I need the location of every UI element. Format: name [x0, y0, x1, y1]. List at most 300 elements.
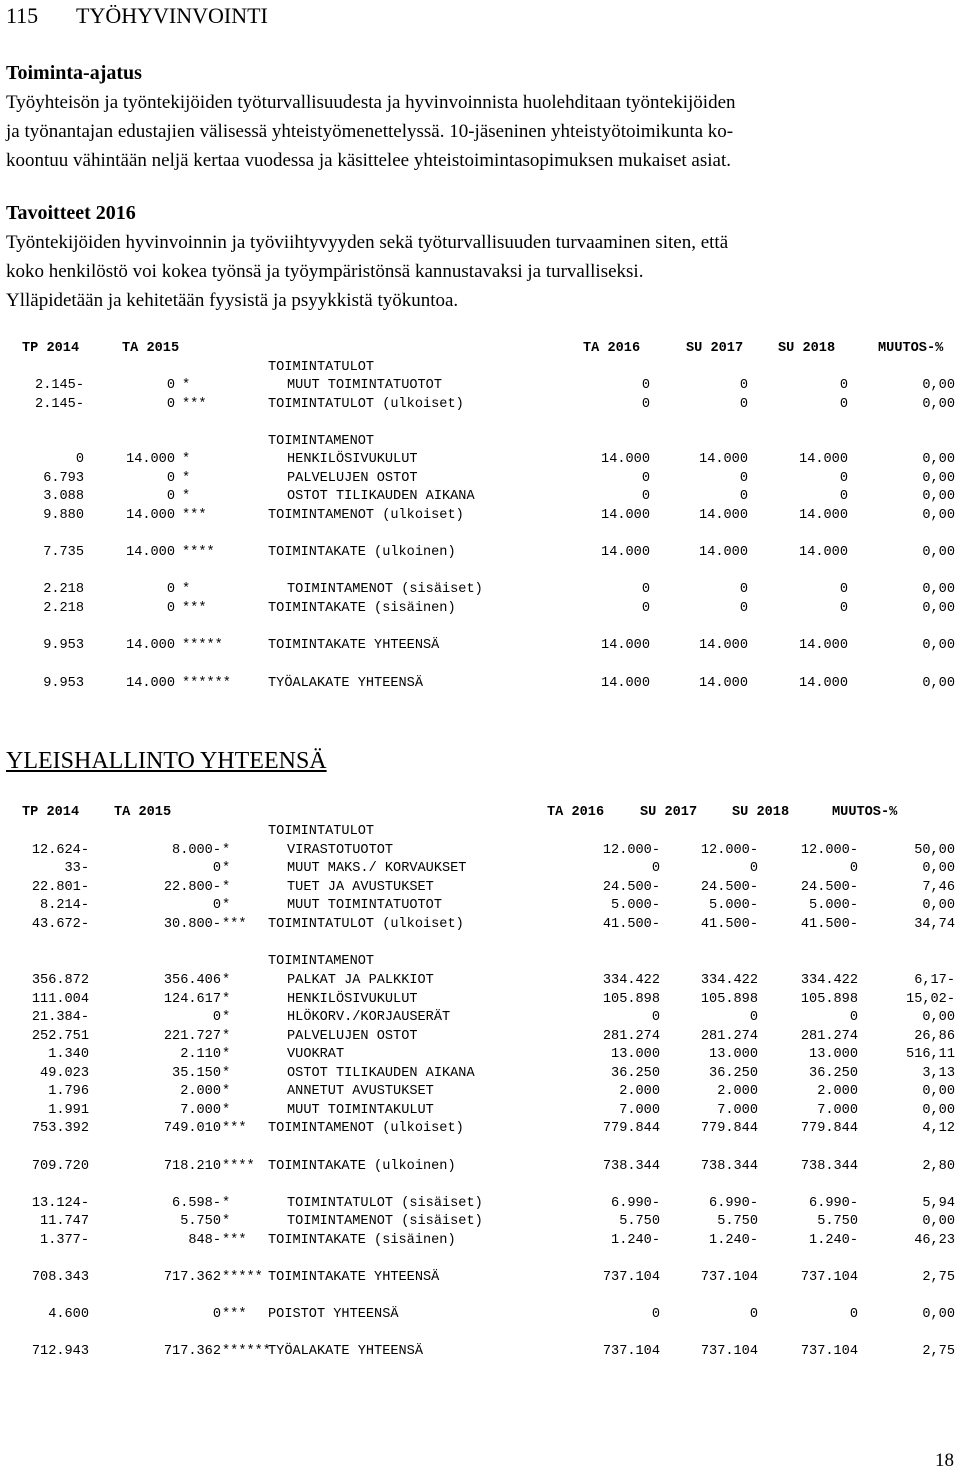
- cell-tp: 2.218: [43, 582, 84, 597]
- cell-ta: 0: [166, 378, 175, 393]
- cell-su17: 14.000: [699, 545, 748, 560]
- cell-ta16: 0: [641, 471, 650, 486]
- group-label-row: [0, 954, 960, 972]
- cell-su17: 24.500-: [700, 880, 758, 895]
- cell-ta16: 24.500-: [602, 880, 660, 895]
- cell-stars: *: [222, 1196, 231, 1211]
- table-row: [0, 917, 960, 935]
- cell-label: POISTOT YHTEENSÄ: [268, 1307, 399, 1322]
- cell-ta16: 14.000: [601, 508, 650, 523]
- cell-su17: 779.844: [700, 1121, 758, 1136]
- cell-su17: 7.000: [717, 1103, 758, 1118]
- table-row: [0, 843, 960, 861]
- cell-pct: 0,00: [922, 1084, 955, 1099]
- cell-tp: 1.340: [48, 1047, 89, 1062]
- cell-su18: 14.000: [799, 508, 848, 523]
- cell-label: TOIMINTAKATE (ulkoinen): [268, 545, 456, 560]
- cell-label: TOIMINTATULOT (ulkoiset): [268, 917, 464, 932]
- cell-su17: 14.000: [699, 452, 748, 467]
- column-header-ta16: TA 2016: [583, 341, 641, 356]
- cell-pct: 0,00: [922, 471, 955, 486]
- cell-stars: *: [182, 582, 191, 597]
- table-row: [0, 1103, 960, 1121]
- cell-label: TOIMINTAKATE (ulkoinen): [268, 1159, 456, 1174]
- cell-ta16: 0: [651, 861, 660, 876]
- cell-su17: 737.104: [700, 1270, 758, 1285]
- table-row: [0, 1047, 960, 1065]
- cell-label: TOIMINTAMENOT: [268, 434, 375, 449]
- cell-stars: *: [222, 1047, 231, 1062]
- table-row: [0, 861, 960, 879]
- cell-tp: 8.214-: [40, 898, 89, 913]
- cell-su17: 36.250: [709, 1066, 758, 1081]
- cell-tp: 13.124-: [31, 1196, 89, 1211]
- cell-su18: 41.500-: [800, 917, 858, 932]
- cell-su18: 779.844: [800, 1121, 858, 1136]
- column-header-ta: TA 2015: [122, 341, 180, 356]
- cell-su17: 0: [749, 1010, 758, 1025]
- table-row: [0, 1270, 960, 1288]
- cell-label: TOIMINTATULOT (sisäiset): [287, 1196, 483, 1211]
- table-row: [0, 1066, 960, 1084]
- cell-tp: 1.796: [48, 1084, 89, 1099]
- cell-stars: *: [222, 973, 231, 988]
- cell-ta: 14.000: [126, 452, 175, 467]
- cell-ta16: 36.250: [611, 1066, 660, 1081]
- column-header-su17: SU 2017: [686, 341, 744, 356]
- cell-pct: 6,17-: [914, 973, 955, 988]
- cell-ta: 14.000: [126, 676, 175, 691]
- cell-label: TOIMINTAKATE (sisäinen): [268, 1233, 456, 1248]
- cell-su18: 5.000-: [809, 898, 858, 913]
- cell-stars: *: [182, 489, 191, 504]
- cell-su18: 0: [839, 397, 848, 412]
- cell-label: TOIMINTAMENOT (sisäiset): [287, 582, 483, 597]
- cell-tp: 21.384-: [31, 1010, 89, 1025]
- cell-label: MUUT TOIMINTATUOTOT: [287, 378, 442, 393]
- cell-ta16: 779.844: [602, 1121, 660, 1136]
- cell-label: TOIMINTAMENOT (ulkoiset): [268, 508, 464, 523]
- cell-ta16: 0: [641, 378, 650, 393]
- table-row: [0, 1214, 960, 1232]
- column-header-pct: MUUTOS-%: [832, 805, 898, 820]
- cell-label: TYÖALAKATE YHTEENSÄ: [268, 676, 423, 691]
- cell-su17: 105.898: [700, 992, 758, 1007]
- cell-pct: 5,94: [922, 1196, 955, 1211]
- cell-su17: 2.000: [717, 1084, 758, 1099]
- cell-su18: 1.240-: [809, 1233, 858, 1248]
- table-row: [0, 898, 960, 916]
- goals-line: Ylläpidetään ja kehitetään fyysistä ja psyykkistä työkuntoa.: [6, 290, 459, 311]
- cell-pct: 3,13: [922, 1066, 955, 1081]
- cell-su17: 0: [739, 378, 748, 393]
- cell-stars: *: [222, 898, 231, 913]
- cell-label: TOIMINTAKATE YHTEENSÄ: [268, 638, 440, 653]
- cell-stars: ***: [222, 1233, 247, 1248]
- cell-su18: 0: [849, 861, 858, 876]
- cell-tp: 252.751: [31, 1029, 89, 1044]
- cell-pct: 50,00: [914, 843, 955, 858]
- summary-heading: YLEISHALLINTO YHTEENSÄ: [6, 748, 327, 774]
- cell-tp: 33-: [64, 861, 89, 876]
- cell-pct: 0,00: [922, 452, 955, 467]
- cell-ta: 14.000: [126, 545, 175, 560]
- column-header-ta: TA 2015: [114, 805, 172, 820]
- cell-su17: 0: [739, 397, 748, 412]
- page-number: 18: [935, 1450, 954, 1471]
- cell-ta16: 5.750: [619, 1214, 660, 1229]
- cell-tp: 9.953: [43, 638, 84, 653]
- table-row: [0, 1233, 960, 1251]
- cell-stars: *: [222, 843, 231, 858]
- group-label-row: [0, 824, 960, 842]
- column-header-su18: SU 2018: [732, 805, 790, 820]
- cell-label: PALKAT JA PALKKIOT: [287, 973, 434, 988]
- goals-line: Työntekijöiden hyvinvoinnin ja työviihtyvyyden sekä työturvallisuuden turvaaminen siten, että: [6, 232, 729, 253]
- cell-label: HENKILÖSIVUKULUT: [287, 452, 418, 467]
- cell-label: PALVELUJEN OSTOT: [287, 1029, 418, 1044]
- cell-su17: 1.240-: [709, 1233, 758, 1248]
- cell-ta16: 2.000: [619, 1084, 660, 1099]
- cell-stars: *: [222, 861, 231, 876]
- cell-ta: 717.362: [163, 1344, 221, 1359]
- cell-label: OSTOT TILIKAUDEN AIKANA: [287, 489, 475, 504]
- cell-su17: 0: [739, 489, 748, 504]
- cell-stars: *: [222, 1029, 231, 1044]
- cell-su18: 737.104: [800, 1344, 858, 1359]
- cell-su18: 0: [849, 1010, 858, 1025]
- cell-pct: 0,00: [922, 508, 955, 523]
- cell-tp: 753.392: [31, 1121, 89, 1136]
- cell-label: TOIMINTAKATE (sisäinen): [268, 601, 456, 616]
- cell-stars: ******: [182, 676, 231, 691]
- cell-label: TOIMINTAMENOT (ulkoiset): [268, 1121, 464, 1136]
- cell-ta: 2.110: [180, 1047, 221, 1062]
- column-header-tp: TP 2014: [22, 805, 80, 820]
- cell-pct: 0,00: [922, 601, 955, 616]
- table-row: [0, 1121, 960, 1139]
- cell-su18: 0: [839, 582, 848, 597]
- cell-stars: ******: [222, 1344, 271, 1359]
- section-number: 115: [6, 3, 39, 28]
- cell-pct: 0,00: [922, 1307, 955, 1322]
- cell-su18: 14.000: [799, 676, 848, 691]
- table-row: [0, 1084, 960, 1102]
- cell-stars: ***: [182, 508, 207, 523]
- cell-su17: 12.000-: [700, 843, 758, 858]
- cell-ta16: 737.104: [602, 1344, 660, 1359]
- cell-tp: 49.023: [40, 1066, 89, 1081]
- column-header-su18: SU 2018: [778, 341, 836, 356]
- cell-label: TOIMINTAMENOT (sisäiset): [287, 1214, 483, 1229]
- cell-ta: 5.750: [180, 1214, 221, 1229]
- cell-ta16: 737.104: [602, 1270, 660, 1285]
- cell-ta: 14.000: [126, 508, 175, 523]
- cell-ta: 7.000: [180, 1103, 221, 1118]
- cell-tp: 708.343: [31, 1270, 89, 1285]
- cell-su17: 0: [749, 1307, 758, 1322]
- cell-tp: 111.004: [31, 992, 89, 1007]
- cell-tp: 11.747: [40, 1214, 89, 1229]
- goals-line: koko henkilöstö voi kokea työnsä ja työympäristönsä kannustavaksi ja turvalliseksi.: [6, 261, 644, 282]
- cell-ta: 749.010: [163, 1121, 221, 1136]
- cell-pct: 2,75: [922, 1270, 955, 1285]
- cell-ta: 356.406: [163, 973, 221, 988]
- cell-stars: *: [182, 471, 191, 486]
- table-row: [0, 1307, 960, 1325]
- cell-ta: 30.800-: [163, 917, 221, 932]
- cell-stars: ***: [222, 917, 247, 932]
- cell-ta: 22.800-: [163, 880, 221, 895]
- cell-tp: 2.218: [43, 601, 84, 616]
- cell-tp: 712.943: [31, 1344, 89, 1359]
- cell-pct: 7,46: [922, 880, 955, 895]
- cell-su18: 105.898: [800, 992, 858, 1007]
- cell-ta16: 6.990-: [611, 1196, 660, 1211]
- cell-tp: 2.145-: [35, 378, 84, 393]
- table-row: [0, 1159, 960, 1177]
- cell-pct: 0,00: [922, 545, 955, 560]
- cell-su17: 13.000: [709, 1047, 758, 1062]
- cell-su17: 334.422: [700, 973, 758, 988]
- goals-heading: Tavoitteet 2016: [6, 202, 136, 224]
- cell-tp: 3.088: [43, 489, 84, 504]
- cell-su17: 14.000: [699, 676, 748, 691]
- cell-pct: 0,00: [922, 378, 955, 393]
- cell-su18: 14.000: [799, 452, 848, 467]
- cell-stars: ****: [222, 1159, 255, 1174]
- cell-label: VIRASTOTUOTOT: [287, 843, 394, 858]
- table-row: [0, 880, 960, 898]
- cell-ta: 35.150: [172, 1066, 221, 1081]
- cell-su18: 5.750: [817, 1214, 858, 1229]
- table-row: [0, 1029, 960, 1047]
- cell-ta16: 105.898: [602, 992, 660, 1007]
- cell-label: TOIMINTATULOT: [268, 360, 375, 375]
- cell-label: TYÖALAKATE YHTEENSÄ: [268, 1344, 423, 1359]
- cell-stars: ***: [222, 1121, 247, 1136]
- cell-ta: 718.210: [163, 1159, 221, 1174]
- table-row: [0, 1196, 960, 1214]
- column-header-pct: MUUTOS-%: [878, 341, 944, 356]
- cell-su18: 2.000: [817, 1084, 858, 1099]
- cell-ta16: 14.000: [601, 638, 650, 653]
- cell-tp: 1.991: [48, 1103, 89, 1118]
- aim-line: Työyhteisön ja työntekijöiden työturvallisuudesta ja hyvinvoinnista huolehditaan työntekijöiden: [6, 92, 736, 113]
- cell-ta16: 0: [641, 397, 650, 412]
- cell-ta: 0: [212, 1010, 221, 1025]
- cell-stars: *: [222, 1010, 231, 1025]
- cell-su17: 6.990-: [709, 1196, 758, 1211]
- cell-stars: ***: [182, 397, 207, 412]
- cell-tp: 4.600: [48, 1307, 89, 1322]
- cell-pct: 0,00: [922, 898, 955, 913]
- cell-tp: 2.145-: [35, 397, 84, 412]
- cell-stars: ***: [222, 1307, 247, 1322]
- cell-ta16: 14.000: [601, 452, 650, 467]
- cell-pct: 0,00: [922, 638, 955, 653]
- cell-pct: 0,00: [922, 489, 955, 504]
- cell-su18: 0: [839, 489, 848, 504]
- cell-pct: 0,00: [922, 397, 955, 412]
- cell-su17: 14.000: [699, 638, 748, 653]
- cell-su17: 737.104: [700, 1344, 758, 1359]
- cell-ta16: 738.344: [602, 1159, 660, 1174]
- cell-label: VUOKRAT: [287, 1047, 345, 1062]
- cell-label: TOIMINTAMENOT: [268, 954, 375, 969]
- cell-ta: 14.000: [126, 638, 175, 653]
- section-name: TYÖHYVINVOINTI: [76, 3, 268, 28]
- cell-ta16: 12.000-: [602, 843, 660, 858]
- cell-su18: 14.000: [799, 638, 848, 653]
- cell-ta: 0: [166, 397, 175, 412]
- cell-su18: 0: [849, 1307, 858, 1322]
- cell-pct: 4,12: [922, 1121, 955, 1136]
- cell-stars: *: [222, 1103, 231, 1118]
- cell-su17: 14.000: [699, 508, 748, 523]
- cell-stars: ****: [182, 545, 215, 560]
- cell-stars: ***: [182, 601, 207, 616]
- cell-su18: 0: [839, 601, 848, 616]
- table-row: [0, 1010, 960, 1028]
- cell-label: HLÖKORV./KORJAUSERÄT: [287, 1010, 451, 1025]
- cell-pct: 15,02-: [906, 992, 955, 1007]
- cell-tp: 22.801-: [31, 880, 89, 895]
- cell-ta: 6.598-: [172, 1196, 221, 1211]
- cell-ta16: 5.000-: [611, 898, 660, 913]
- cell-stars: *: [222, 992, 231, 1007]
- cell-ta16: 334.422: [602, 973, 660, 988]
- cell-tp: 7.735: [43, 545, 84, 560]
- cell-label: TOIMINTATULOT: [268, 824, 375, 839]
- cell-su18: 12.000-: [800, 843, 858, 858]
- cell-su18: 36.250: [809, 1066, 858, 1081]
- aim-line: koontuu vähintään neljä kertaa vuodessa ja käsittelee yhteistoimintasopimuksen mukaiset asiat.: [6, 150, 731, 171]
- cell-label: ANNETUT AVUSTUKSET: [287, 1084, 434, 1099]
- table-row: [0, 973, 960, 991]
- cell-tp: 356.872: [31, 973, 89, 988]
- cell-ta: 0: [166, 489, 175, 504]
- cell-tp: 12.624-: [31, 843, 89, 858]
- cell-su18: 7.000: [817, 1103, 858, 1118]
- cell-ta: 848-: [188, 1233, 221, 1248]
- cell-su18: 24.500-: [800, 880, 858, 895]
- aim-heading: Toiminta-ajatus: [6, 62, 142, 84]
- table-row: [0, 1344, 960, 1362]
- cell-pct: 2,80: [922, 1159, 955, 1174]
- cell-tp: 9.953: [43, 676, 84, 691]
- cell-ta16: 14.000: [601, 676, 650, 691]
- cell-stars: *: [222, 1066, 231, 1081]
- cell-ta16: 281.274: [602, 1029, 660, 1044]
- cell-label: TOIMINTAKATE YHTEENSÄ: [268, 1270, 440, 1285]
- cell-ta: 0: [212, 1307, 221, 1322]
- cell-pct: 0,00: [922, 676, 955, 691]
- cell-su17: 281.274: [700, 1029, 758, 1044]
- cell-su18: 13.000: [809, 1047, 858, 1062]
- cell-ta16: 0: [641, 601, 650, 616]
- cell-ta: 717.362: [163, 1270, 221, 1285]
- cell-stars: *****: [222, 1270, 263, 1285]
- column-header-tp: TP 2014: [22, 341, 80, 356]
- cell-su17: 41.500-: [700, 917, 758, 932]
- cell-su18: 737.104: [800, 1270, 858, 1285]
- cell-pct: 46,23: [914, 1233, 955, 1248]
- cell-label: HENKILÖSIVUKULUT: [287, 992, 418, 1007]
- cell-su17: 0: [749, 861, 758, 876]
- cell-su18: 281.274: [800, 1029, 858, 1044]
- cell-ta: 0: [212, 861, 221, 876]
- cell-ta: 124.617: [163, 992, 221, 1007]
- cell-ta16: 7.000: [619, 1103, 660, 1118]
- cell-ta16: 14.000: [601, 545, 650, 560]
- cell-stars: *: [222, 880, 231, 895]
- cell-ta16: 41.500-: [602, 917, 660, 932]
- cell-ta16: 0: [651, 1010, 660, 1025]
- cell-su18: 738.344: [800, 1159, 858, 1174]
- cell-pct: 0,00: [922, 1010, 955, 1025]
- cell-label: OSTOT TILIKAUDEN AIKANA: [287, 1066, 475, 1081]
- cell-su18: 334.422: [800, 973, 858, 988]
- cell-ta16: 0: [651, 1307, 660, 1322]
- table-row: [0, 992, 960, 1010]
- cell-su17: 0: [739, 582, 748, 597]
- cell-ta16: 0: [641, 582, 650, 597]
- cell-label: MUUT MAKS./ KORVAUKSET: [287, 861, 467, 876]
- cell-stars: *: [222, 1214, 231, 1229]
- cell-label: TOIMINTATULOT (ulkoiset): [268, 397, 464, 412]
- cell-tp: 1.377-: [40, 1233, 89, 1248]
- cell-ta: 2.000: [180, 1084, 221, 1099]
- cell-pct: 34,74: [914, 917, 955, 932]
- cell-ta: 221.727: [163, 1029, 221, 1044]
- cell-label: MUUT TOIMINTATUOTOT: [287, 898, 442, 913]
- cell-pct: 0,00: [922, 1103, 955, 1118]
- column-header-su17: SU 2017: [640, 805, 698, 820]
- cell-pct: 26,86: [914, 1029, 955, 1044]
- cell-tp: 9.880: [43, 508, 84, 523]
- cell-su18: 0: [839, 471, 848, 486]
- cell-label: TUET JA AVUSTUKSET: [287, 880, 434, 895]
- cell-tp: 709.720: [31, 1159, 89, 1174]
- cell-pct: 0,00: [922, 861, 955, 876]
- cell-su18: 14.000: [799, 545, 848, 560]
- cell-stars: *: [222, 1084, 231, 1099]
- cell-su17: 0: [739, 471, 748, 486]
- cell-stars: *: [182, 378, 191, 393]
- cell-pct: 0,00: [922, 1214, 955, 1229]
- cell-ta: 0: [166, 601, 175, 616]
- cell-pct: 0,00: [922, 582, 955, 597]
- cell-label: PALVELUJEN OSTOT: [287, 471, 418, 486]
- cell-ta: 0: [166, 471, 175, 486]
- cell-su18: 6.990-: [809, 1196, 858, 1211]
- cell-ta16: 1.240-: [611, 1233, 660, 1248]
- cell-ta16: 13.000: [611, 1047, 660, 1062]
- cell-tp: 0: [75, 452, 84, 467]
- cell-stars: *: [182, 452, 191, 467]
- cell-stars: *****: [182, 638, 223, 653]
- cell-su17: 5.750: [717, 1214, 758, 1229]
- column-header-ta16: TA 2016: [547, 805, 605, 820]
- cell-su18: 0: [839, 378, 848, 393]
- cell-tp: 6.793: [43, 471, 84, 486]
- cell-pct: 516,11: [906, 1047, 955, 1062]
- cell-su17: 5.000-: [709, 898, 758, 913]
- cell-pct: 2,75: [922, 1344, 955, 1359]
- cell-tp: 43.672-: [31, 917, 89, 932]
- cell-ta: 0: [212, 898, 221, 913]
